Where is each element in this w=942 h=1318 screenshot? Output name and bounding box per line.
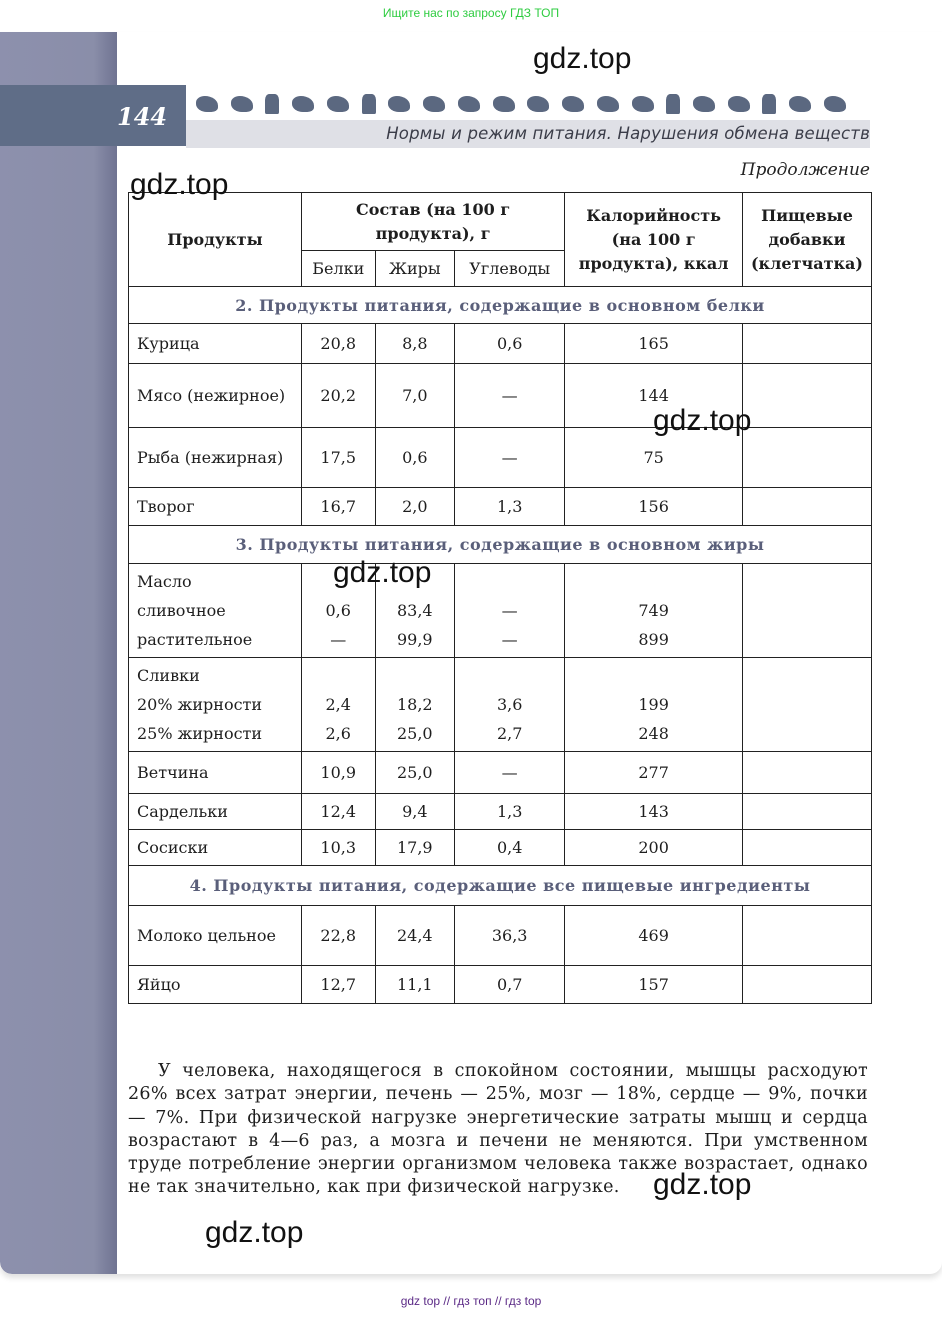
- cat-icon: [362, 94, 376, 114]
- kcal-value: [565, 564, 743, 658]
- textbook-page: [0, 32, 942, 1274]
- protein-value: 22,8: [301, 906, 375, 966]
- protein-value: 17,5: [301, 428, 375, 488]
- fat-value: 7,0: [375, 364, 454, 428]
- fat-value: 83,4: [396, 601, 433, 620]
- kcal-value: 75: [565, 428, 743, 488]
- product-name: Ветчина: [129, 752, 302, 794]
- watermark: gdz.top: [130, 168, 229, 201]
- carbs-value: [455, 658, 565, 752]
- protein-value: 12,7: [301, 966, 375, 1004]
- protein-value: 20,2: [301, 364, 375, 428]
- product-name: Курица: [129, 324, 302, 364]
- body-paragraph: У человека, находящегося в спокойном состоянии, мышцы расходуют 26% всех затрат энергии, печень — 25%, мозг — 18%, сердце — 9%, почки — 7%. При физической нагрузке энергетические затраты мышц и сердца возрастают в 4—6 раз, а мозга и печени не меняются. При умственном труде потребление энергии организмом человека также возрастает, однако не так значительно, как при физической нагрузке.: [128, 1061, 868, 1198]
- kcal-value: 277: [565, 752, 743, 794]
- product-name: Творог: [129, 488, 302, 526]
- table-row: [129, 428, 872, 488]
- fat-value: 2,0: [375, 488, 454, 526]
- kcal-value: 157: [565, 966, 743, 1004]
- carbs-value: [455, 564, 565, 658]
- product-subtype: 20% жирности: [137, 695, 263, 714]
- carbs-value: 0,7: [455, 966, 565, 1004]
- fiber-value: [742, 428, 871, 488]
- page-number: 144: [117, 102, 168, 131]
- kcal-value: 144: [565, 364, 743, 428]
- watermark: gdz.top: [205, 1216, 304, 1249]
- continuation-label: Продолжение: [740, 160, 870, 180]
- bull-icon: [728, 96, 750, 112]
- header-additives: Пищевые добавки (клетчатка): [742, 193, 871, 287]
- kcal-value: 199: [638, 695, 669, 714]
- carbs-value: 1,3: [455, 488, 565, 526]
- protein-value: 2,6: [325, 724, 351, 743]
- table-row: [129, 324, 872, 364]
- kcal-value: 749: [638, 601, 669, 620]
- product-subtype: сливочное: [137, 601, 226, 620]
- fat-value: 17,9: [375, 830, 454, 866]
- moose-icon: [632, 96, 654, 112]
- fiber-value: [742, 794, 871, 830]
- protein-value: [301, 658, 375, 752]
- header-carbs: Углеводы: [455, 251, 565, 287]
- fiber-value: [742, 752, 871, 794]
- bison-icon: [423, 96, 445, 112]
- section-title-proteins: 2. Продукты питания, содержащие в основном белки: [129, 287, 872, 324]
- swallow-icon: [562, 96, 584, 112]
- antelope-icon: [789, 96, 811, 112]
- dolphin-icon: [597, 96, 619, 112]
- kcal-value: 143: [565, 794, 743, 830]
- fiber-value: [742, 658, 871, 752]
- fat-value: 8,8: [375, 324, 454, 364]
- nutrition-table: [128, 192, 872, 1004]
- product-subtype: 25% жирности: [137, 724, 263, 743]
- fat-value: 9,4: [375, 794, 454, 830]
- fiber-value: [742, 364, 871, 428]
- header-calories: Калорийность (на 100 г продукта), ккал: [565, 193, 743, 287]
- table-row: [129, 966, 872, 1004]
- footer-links[interactable]: gdz top // гдз топ // гдз top: [400, 1294, 542, 1308]
- product-name: [129, 658, 302, 752]
- fiber-value: [742, 830, 871, 866]
- table-row: [129, 830, 872, 866]
- carbs-value: —: [501, 601, 518, 620]
- bird-icon: [666, 94, 680, 114]
- table-row: [129, 488, 872, 526]
- protein-value: 12,4: [301, 794, 375, 830]
- butterfly-icon: [458, 96, 480, 112]
- fat-value: 18,2: [396, 695, 433, 714]
- kcal-value: 165: [565, 324, 743, 364]
- table-row: [129, 752, 872, 794]
- dolphin-icon: [196, 96, 218, 112]
- header-protein: Белки: [301, 251, 375, 287]
- antelope-icon: [388, 96, 410, 112]
- header-products: Продукты: [129, 193, 302, 287]
- protein-value: 0,6: [325, 601, 351, 620]
- product-name: Сосиски: [129, 830, 302, 866]
- moose-icon: [231, 96, 253, 112]
- scorpion-icon: [493, 96, 515, 112]
- top-search-banner: Ищите нас по запросу ГДЗ ТОП: [382, 6, 560, 20]
- watermark: gdz.top: [533, 42, 632, 75]
- protein-value: 2,4: [325, 695, 351, 714]
- product-name: Рыба (нежирная): [129, 428, 302, 488]
- carbs-value: 2,7: [496, 724, 523, 743]
- carbs-value: —: [455, 752, 565, 794]
- carbs-value: 0,6: [455, 324, 565, 364]
- horse-icon: [527, 96, 549, 112]
- chapter-title: Нормы и режим питания. Нарушения обмена веществ: [386, 124, 870, 143]
- protein-value: 16,7: [301, 488, 375, 526]
- table-row: [129, 794, 872, 830]
- kcal-value: 469: [565, 906, 743, 966]
- product-name: Мясо (нежирное): [129, 364, 302, 428]
- fat-value: 11,1: [375, 966, 454, 1004]
- page-side-strip: [0, 32, 117, 1274]
- kcal-value: 200: [565, 830, 743, 866]
- section-title-all-ingredients: 4. Продукты питания, содержащие все пищевые ингредиенты: [129, 866, 872, 906]
- insect-icon: [292, 96, 314, 112]
- product-name: Сардельки: [129, 794, 302, 830]
- table-row: [129, 564, 872, 658]
- carbs-value: —: [455, 428, 565, 488]
- kcal-value: 248: [638, 724, 669, 743]
- product-name: Молоко цельное: [129, 906, 302, 966]
- section-title-fats: 3. Продукты питания, содержащие в основном жиры: [129, 526, 872, 564]
- product-group-name: Масло: [137, 572, 192, 591]
- carbs-value: 1,3: [455, 794, 565, 830]
- butterfly-icon: [824, 96, 846, 112]
- fat-value: 0,6: [375, 428, 454, 488]
- header-fat: Жиры: [375, 251, 454, 287]
- decorative-animal-border: [196, 90, 846, 118]
- carbs-value: 3,6: [496, 695, 523, 714]
- fat-value: 25,0: [375, 752, 454, 794]
- watermark: gdz.top: [653, 1168, 752, 1201]
- cat-icon: [762, 94, 776, 114]
- fiber-value: [742, 488, 871, 526]
- protein-value: 10,9: [301, 752, 375, 794]
- table-row: [129, 364, 872, 428]
- fat-value: 24,4: [375, 906, 454, 966]
- fiber-value: [742, 564, 871, 658]
- protein-value: 10,3: [301, 830, 375, 866]
- carbs-value: —: [455, 364, 565, 428]
- carbs-value: 0,4: [455, 830, 565, 866]
- product-name: Яйцо: [129, 966, 302, 1004]
- fiber-value: [742, 966, 871, 1004]
- table-row: [129, 658, 872, 752]
- product-subtype: растительное: [137, 630, 253, 649]
- bird-icon: [265, 94, 279, 114]
- product-name: [129, 564, 302, 658]
- fiber-value: [742, 906, 871, 966]
- watermark: gdz.top: [653, 404, 752, 437]
- fiber-value: [742, 324, 871, 364]
- carbs-value: —: [501, 630, 518, 649]
- protein-value: 20,8: [301, 324, 375, 364]
- watermark: gdz.top: [333, 556, 432, 589]
- carbs-value: 36,3: [455, 906, 565, 966]
- kcal-value: 156: [565, 488, 743, 526]
- fat-value: [375, 658, 454, 752]
- insect-icon: [693, 96, 715, 112]
- header-composition: Состав (на 100 г продукта), г: [301, 193, 565, 251]
- fat-value: 25,0: [396, 724, 433, 743]
- kcal-value: [565, 658, 743, 752]
- product-group-name: Сливки: [137, 666, 200, 685]
- protein-value: —: [330, 630, 347, 649]
- fat-value: 99,9: [396, 630, 433, 649]
- bull-icon: [327, 96, 349, 112]
- table-row: [129, 906, 872, 966]
- kcal-value: 899: [638, 630, 669, 649]
